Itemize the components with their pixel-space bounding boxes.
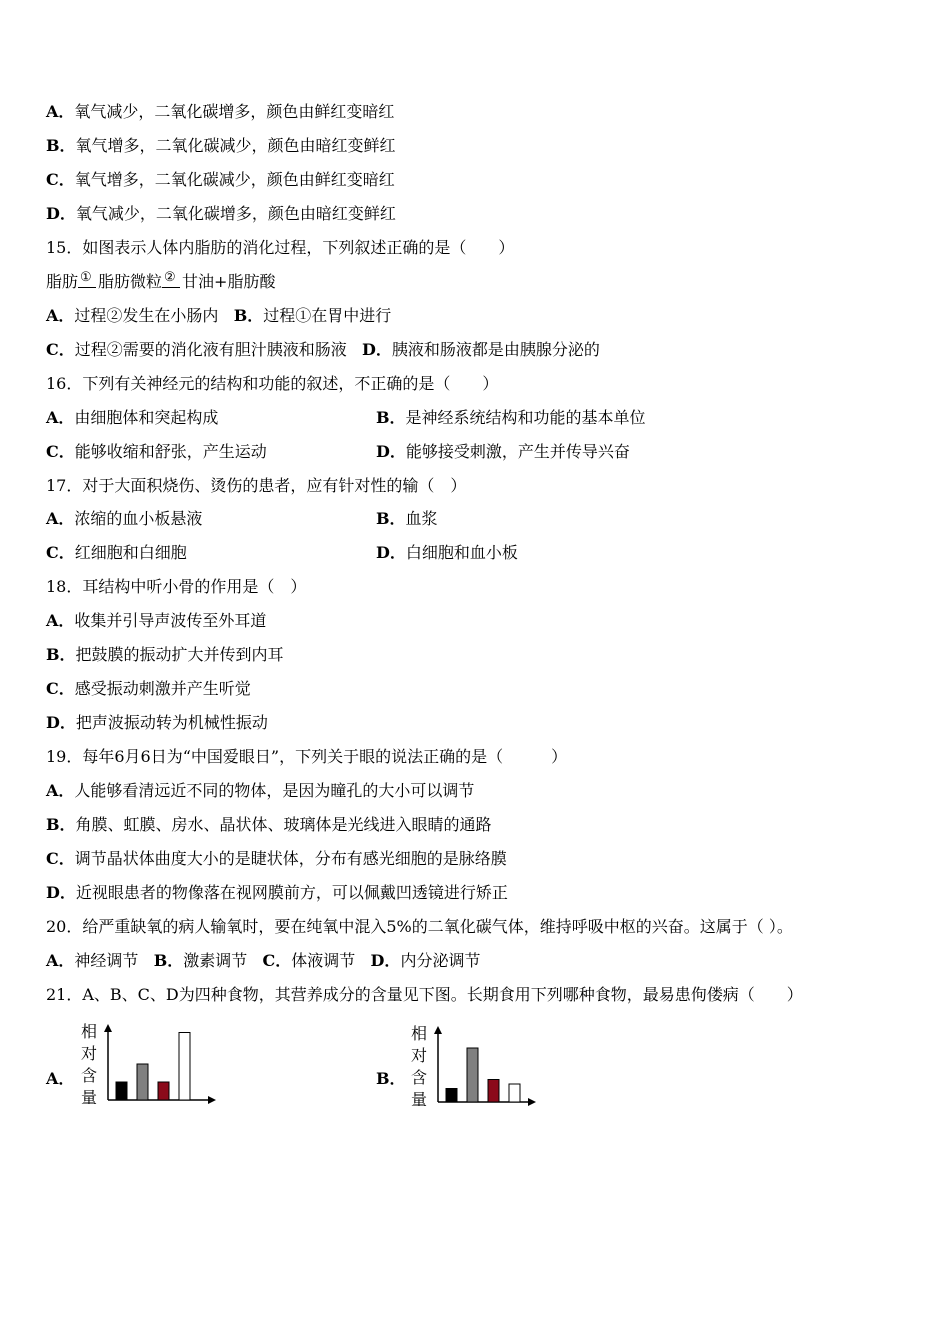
q21-option-a-label [46,1068,74,1090]
q14-option-b [46,135,396,157]
q16-option-c [46,441,267,463]
option-label: C． [46,442,75,461]
q15-process-diagram [46,271,275,293]
option-text: 由细胞体和突起构成 [74,408,219,427]
option-text: 能够收缩和舒张，产生运动 [74,442,267,461]
q15-options-ab [46,305,391,327]
q19-option-b [46,814,492,836]
q19-stem: 19．每年6月6日为“中国爱眼日”，下列关于眼的说法正确的是（ ） [46,747,568,766]
option-text: 氧气减少，二氧化碳增多，颜色由暗红变鲜红 [75,204,396,223]
q21-chart-b [408,1022,538,1114]
q18-stem: 18．耳结构中听小骨的作用是（ ） [46,577,307,596]
option-label: A． [46,781,75,800]
option-text: 白细胞和血小板 [405,543,518,562]
option-text: 胰液和肠液都是由胰腺分泌的 [391,340,600,359]
option-text: 激素调节 [183,951,248,970]
y-axis-label-char: 含 [411,1068,428,1087]
q21-stem: 21．A、B、C、D为四种食物，其营养成分的含量见下图。长期食用下列哪种食物，最易患佝偻病（ ） [46,985,803,1004]
option-text: 神经调节 [74,951,139,970]
bar-gray [137,1064,148,1100]
bar-red [488,1080,499,1103]
option-label: D． [376,442,406,461]
bar-white [179,1033,190,1101]
process-products: 甘油+脂肪酸 [182,272,276,291]
q21-chart-a [78,1020,218,1112]
q14-option-d [46,203,396,225]
option-label: D． [376,543,406,562]
q15-options-cd [46,339,600,361]
option-label: C． [46,170,75,189]
arrow-icon [162,271,182,293]
y-axis-label-char: 量 [81,1088,98,1107]
step-1-label: ① [80,270,92,285]
option-label: C． [46,679,75,698]
option-text: 体液调节 [291,951,356,970]
option-label: D． [46,883,76,902]
step-2-label: ② [164,270,176,285]
option-label: C． [46,543,75,562]
bar-black [116,1082,127,1100]
bar-red [158,1082,169,1100]
option-text: 血浆 [405,509,438,528]
option-label: B． [376,1069,406,1088]
option-text: 调节晶状体曲度大小的是睫状体，分布有感光细胞的是脉络膜 [74,849,507,868]
option-label: B． [376,408,406,427]
bar-gray [467,1048,478,1102]
option-label: B． [376,509,406,528]
q20-options [46,950,480,972]
q15-stem: 15．如图表示人体内脂肪的消化过程，下列叙述正确的是（ ） [46,238,515,257]
q21-option-b-label [376,1068,406,1090]
bar-white [509,1084,520,1102]
option-label: B． [46,136,76,155]
option-label: B． [46,815,76,834]
option-label: A． [46,509,75,528]
bar-chart [78,1020,218,1112]
q19-option-c [46,848,507,870]
q18-option-a [46,610,266,632]
q17-option-b [376,508,438,530]
option-label: A． [46,408,75,427]
option-text: 感受振动刺激并产生听觉 [74,679,251,698]
q19-option-d [46,882,508,904]
option-label: A． [46,102,75,121]
x-axis-arrow [528,1098,536,1106]
option-label: C． [262,951,292,970]
q16-option-a [46,407,218,429]
q17-option-c [46,542,187,564]
option-text: 角膜、虹膜、房水、晶状体、玻璃体是光线进入眼睛的通路 [75,815,492,834]
option-label: B． [153,951,184,970]
option-text: 氧气增多，二氧化碳减少，颜色由鲜红变暗红 [74,170,395,189]
option-text: 内分泌调节 [400,951,481,970]
q20-stem: 20．给严重缺氧的病人输氧时，要在纯氧中混入5%的二氧化碳气体，维持呼吸中枢的兴奋。这属于（ ）。 [46,917,793,936]
option-label: A． [46,951,75,970]
option-text: 人能够看清远近不同的物体，是因为瞳孔的大小可以调节 [74,781,475,800]
bar-chart [408,1022,538,1114]
q17-option-d [376,542,518,564]
q14-option-c [46,169,395,191]
q17-stem: 17．对于大面积烧伤、烫伤的患者，应有针对性的输（ ） [46,476,467,495]
q19-option-a [46,780,474,802]
option-text: 收集并引导声波传至外耳道 [74,611,267,630]
q16-option-b [376,407,646,429]
option-label: C． [46,340,75,359]
option-text: 浓缩的血小板悬液 [74,509,203,528]
arrow-icon [78,271,98,293]
y-axis-label-char: 相 [411,1024,428,1043]
option-text: 把鼓膜的振动扩大并传到内耳 [75,645,284,664]
option-text: 过程②发生在小肠内 [74,306,219,325]
option-label: B． [233,306,264,325]
q18-option-b [46,644,284,666]
option-text: 把声波振动转为机械性振动 [75,713,268,732]
option-text: 是神经系统结构和功能的基本单位 [405,408,646,427]
option-text: 能够接受刺激，产生并传导兴奋 [405,442,630,461]
y-axis-arrow [434,1026,442,1034]
option-text: 过程②需要的消化液有胆汁胰液和肠液 [74,340,347,359]
process-fat: 脂肪 [46,272,79,291]
option-text: 红细胞和白细胞 [74,543,187,562]
y-axis-label-char: 对 [81,1044,98,1063]
q16-stem: 16．下列有关神经元的结构和功能的叙述，不正确的是（ ） [46,374,499,393]
y-axis-label-char: 相 [81,1022,98,1041]
q17-option-a [46,508,202,530]
process-fat-droplets: 脂肪微粒 [98,272,163,291]
option-text: 氧气减少，二氧化碳增多，颜色由鲜红变暗红 [74,102,395,121]
bar-black [446,1089,457,1103]
option-text: 氧气增多，二氧化碳减少，颜色由暗红变鲜红 [75,136,396,155]
option-label: B． [46,645,76,664]
q18-option-c [46,678,251,700]
y-axis-label-char: 对 [411,1046,428,1065]
q18-option-d [46,712,268,734]
y-axis-label-char: 含 [81,1066,98,1085]
option-label: D． [46,204,76,223]
q14-option-a [46,101,394,123]
y-axis-arrow [104,1024,112,1032]
option-label: A． [46,306,75,325]
option-text: 过程①在胃中进行 [263,306,392,325]
x-axis-arrow [208,1096,216,1104]
option-label: D． [370,951,401,970]
option-label: A． [46,611,75,630]
y-axis-label-char: 量 [411,1090,428,1109]
option-label: D． [46,713,76,732]
option-text: 近视眼患者的物像落在视网膜前方，可以佩戴凹透镜进行矫正 [75,883,508,902]
option-label: D． [362,340,392,359]
option-label: A． [46,1069,75,1088]
option-label: C． [46,849,75,868]
q16-option-d [376,441,630,463]
